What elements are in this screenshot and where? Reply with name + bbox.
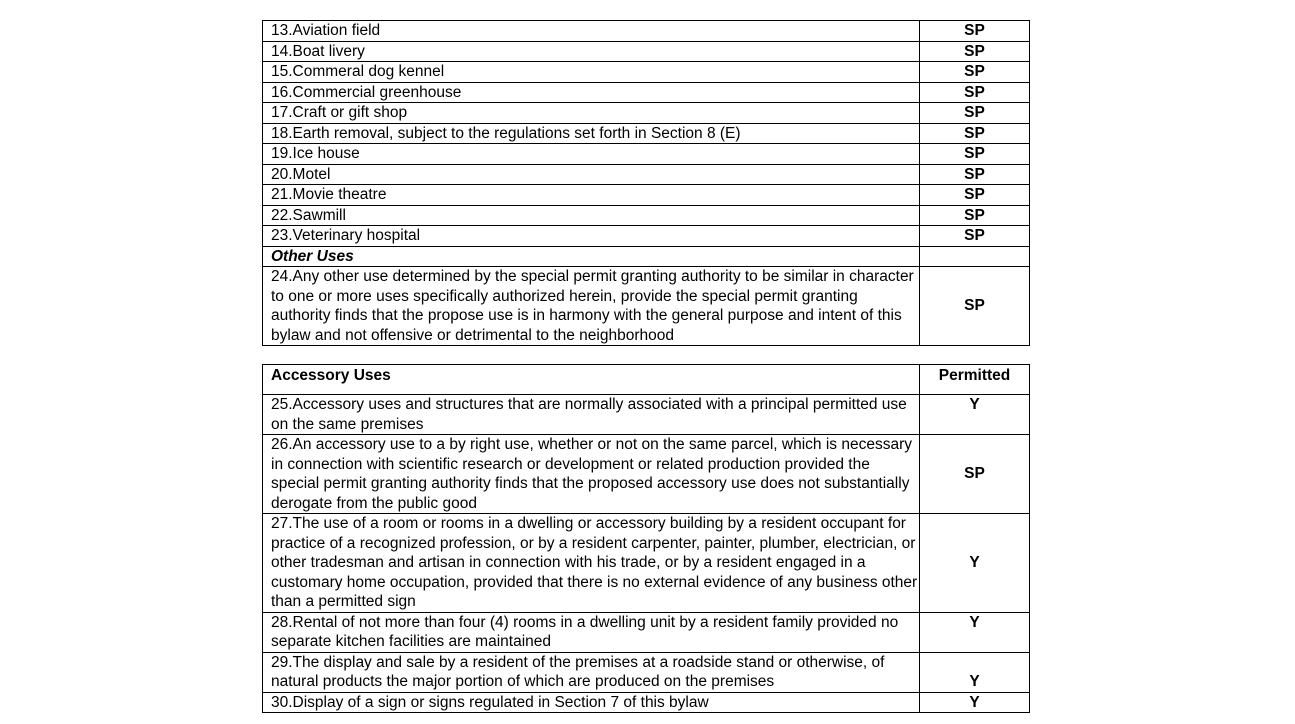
permit-value: Y <box>920 652 1030 692</box>
use-label: 14.Boat livery <box>263 41 920 62</box>
table-row <box>263 144 1030 165</box>
use-label: 18.Earth removal, subject to the regulations set forth in Section 8 (E) <box>263 123 920 144</box>
use-label: 26.An accessory use to a by right use, whether or not on the same parcel, which is necessary in connection with scientific research or development or related production provided the special permit granting authority finds that the proposed accessory use does not substantially derogate from the public good <box>263 435 920 514</box>
section-heading-row <box>263 246 1030 267</box>
permit-value: SP <box>920 267 1030 346</box>
use-label: 21.Movie theatre <box>263 185 920 206</box>
use-label: 24.Any other use determined by the special permit granting authority to be similar in character to one or more uses specifically authorized herein, provide the special permit granting authority finds that the propose use is in harmony with the general purpose and intent of this bylaw and not offensive or detrimental to the neighborhood <box>263 267 920 346</box>
permit-value: Y <box>920 514 1030 613</box>
table-row <box>263 41 1030 62</box>
permit-value: Y <box>920 612 1030 652</box>
table-row <box>263 652 1030 692</box>
table-row <box>263 82 1030 103</box>
permit-value: SP <box>920 123 1030 144</box>
table-row <box>263 435 1030 514</box>
table-row <box>263 123 1030 144</box>
use-label: 20.Motel <box>263 164 920 185</box>
accessory-uses-table <box>262 364 1030 713</box>
permit-value: SP <box>920 82 1030 103</box>
use-label: 16.Commercial greenhouse <box>263 82 920 103</box>
use-label: 17.Craft or gift shop <box>263 103 920 124</box>
accessory-uses-heading: Accessory Uses <box>263 365 920 395</box>
permit-value: SP <box>920 103 1030 124</box>
use-label: 29.The display and sale by a resident of the premises at a roadside stand or otherwise, of natural products the major portion of which are produced on the premises <box>263 652 920 692</box>
table-row <box>263 395 1030 435</box>
permit-value: SP <box>920 21 1030 42</box>
permit-value: SP <box>920 185 1030 206</box>
table-row <box>263 267 1030 346</box>
permit-value: SP <box>920 435 1030 514</box>
special-permit-uses-table <box>262 20 1030 346</box>
table-row <box>263 62 1030 83</box>
permit-value: Y <box>920 395 1030 435</box>
other-uses-heading: Other Uses <box>263 246 920 267</box>
use-label: 27.The use of a room or rooms in a dwelling or accessory building by a resident occupant for practice of a recognized profession, or by a resident carpenter, painter, plumber, electrician, or other tradesman and artisan in connection with his trade, or by a resident engaged in a customary home occupation, provided that there is no external evidence of any business other than a permitted sign <box>263 514 920 613</box>
use-label: 19.Ice house <box>263 144 920 165</box>
permit-value: SP <box>920 205 1030 226</box>
table-row <box>263 612 1030 652</box>
use-label: 23.Veterinary hospital <box>263 226 920 247</box>
permit-value: SP <box>920 164 1030 185</box>
table-row <box>263 103 1030 124</box>
empty-cell <box>920 246 1030 267</box>
table-row <box>263 21 1030 42</box>
table-row <box>263 185 1030 206</box>
table-row <box>263 205 1030 226</box>
table-header-row <box>263 365 1030 395</box>
permit-value: SP <box>920 41 1030 62</box>
permit-value: SP <box>920 226 1030 247</box>
use-label: 22.Sawmill <box>263 205 920 226</box>
use-label: 28.Rental of not more than four (4) rooms in a dwelling unit by a resident family provided no separate kitchen facilities are maintained <box>263 612 920 652</box>
permit-value: SP <box>920 62 1030 83</box>
use-label: 25.Accessory uses and structures that are normally associated with a principal permitted use on the same premises <box>263 395 920 435</box>
permit-value: SP <box>920 144 1030 165</box>
table-row <box>263 514 1030 613</box>
permitted-heading: Permitted <box>920 365 1030 395</box>
permit-value: Y <box>920 692 1030 713</box>
use-label: 13.Aviation field <box>263 21 920 42</box>
use-label: 30.Display of a sign or signs regulated in Section 7 of this bylaw <box>263 692 920 713</box>
table-row <box>263 164 1030 185</box>
table-row <box>263 226 1030 247</box>
table-row <box>263 692 1030 713</box>
use-label: 15.Commeral dog kennel <box>263 62 920 83</box>
